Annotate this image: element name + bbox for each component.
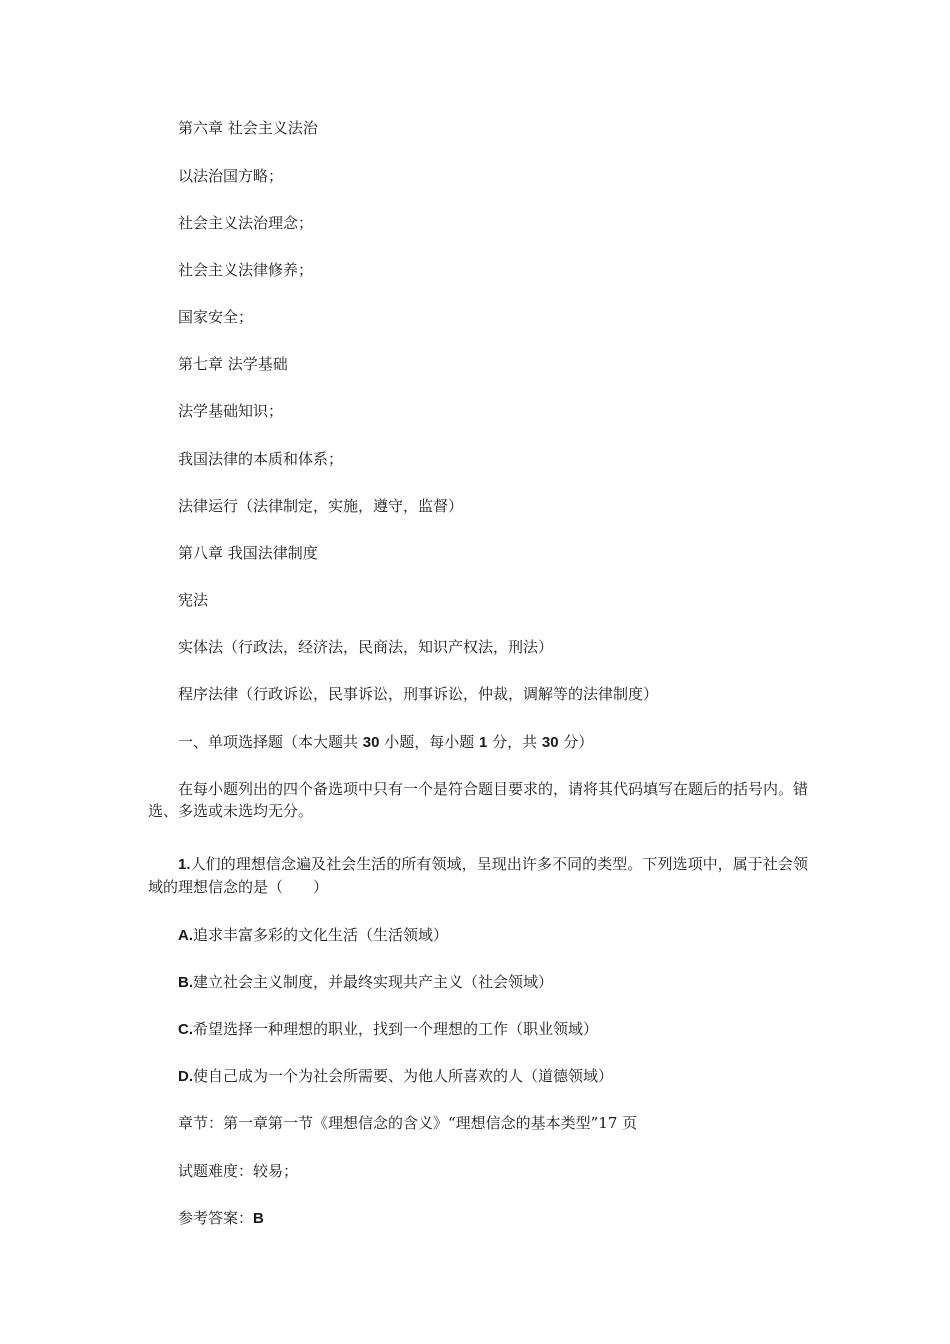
- outline-item: 法学基础知识；: [178, 402, 284, 420]
- chapter-heading-6: 第六章 社会主义法治: [178, 119, 318, 137]
- outline-item: 以法治国方略；: [178, 167, 284, 185]
- question-text: 人们的理想信念遍及社会生活的所有领域，呈现出许多不同的类型。下列选项中，属于社会领域的理想信念的是（ ）: [148, 855, 808, 896]
- outline-item: 实体法（行政法，经济法，民商法，知识产权法，刑法）: [178, 638, 554, 656]
- instructions-paragraph: 在每小题列出的四个备选项中只有一个是符合题目要求的，请将其代码填写在题后的括号内。错选、多选或未选均无分。: [148, 780, 809, 820]
- chapter-heading-7: 第七章 法学基础: [178, 355, 288, 373]
- outline-item: 宪法: [178, 591, 209, 609]
- option-d: D.使自己成为一个为社会所需要、为他人所喜欢的人（道德领域）: [178, 1067, 614, 1085]
- outline-item: 社会主义法治理念；: [178, 214, 314, 232]
- outline-item: 我国法律的本质和体系；: [178, 450, 344, 468]
- outline-item: 国家安全；: [178, 308, 254, 326]
- option-c: C.希望选择一种理想的职业，找到一个理想的工作（职业领域）: [178, 1020, 599, 1038]
- question-number: 1.: [178, 856, 191, 873]
- outline-item: 社会主义法律修养；: [178, 261, 314, 279]
- chapter-heading-8: 第八章 我国法律制度: [178, 544, 318, 562]
- reference-answer: 参考答案：B: [178, 1209, 264, 1227]
- chapter-reference: 章节：第一章第一节《理想信念的含义》“理想信念的基本类型”17 页: [178, 1114, 638, 1132]
- difficulty: 试题难度：较易；: [178, 1162, 299, 1180]
- section-heading: 一、单项选择题（本大题共 30 小题，每小题 1 分，共 30 分）: [178, 733, 594, 751]
- question-1: [148, 853, 808, 898]
- outline-item: 程序法律（行政诉讼，民事诉讼，刑事诉讼，仲裁，调解等的法律制度）: [178, 685, 659, 703]
- option-b: B.建立社会主义制度，并最终实现共产主义（社会领域）: [178, 973, 554, 991]
- option-a: A.追求丰富多彩的文化生活（生活领域）: [178, 926, 449, 944]
- outline-item: 法律运行（法律制定，实施，遵守，监督）: [178, 497, 464, 515]
- answer-value: B: [253, 1210, 264, 1227]
